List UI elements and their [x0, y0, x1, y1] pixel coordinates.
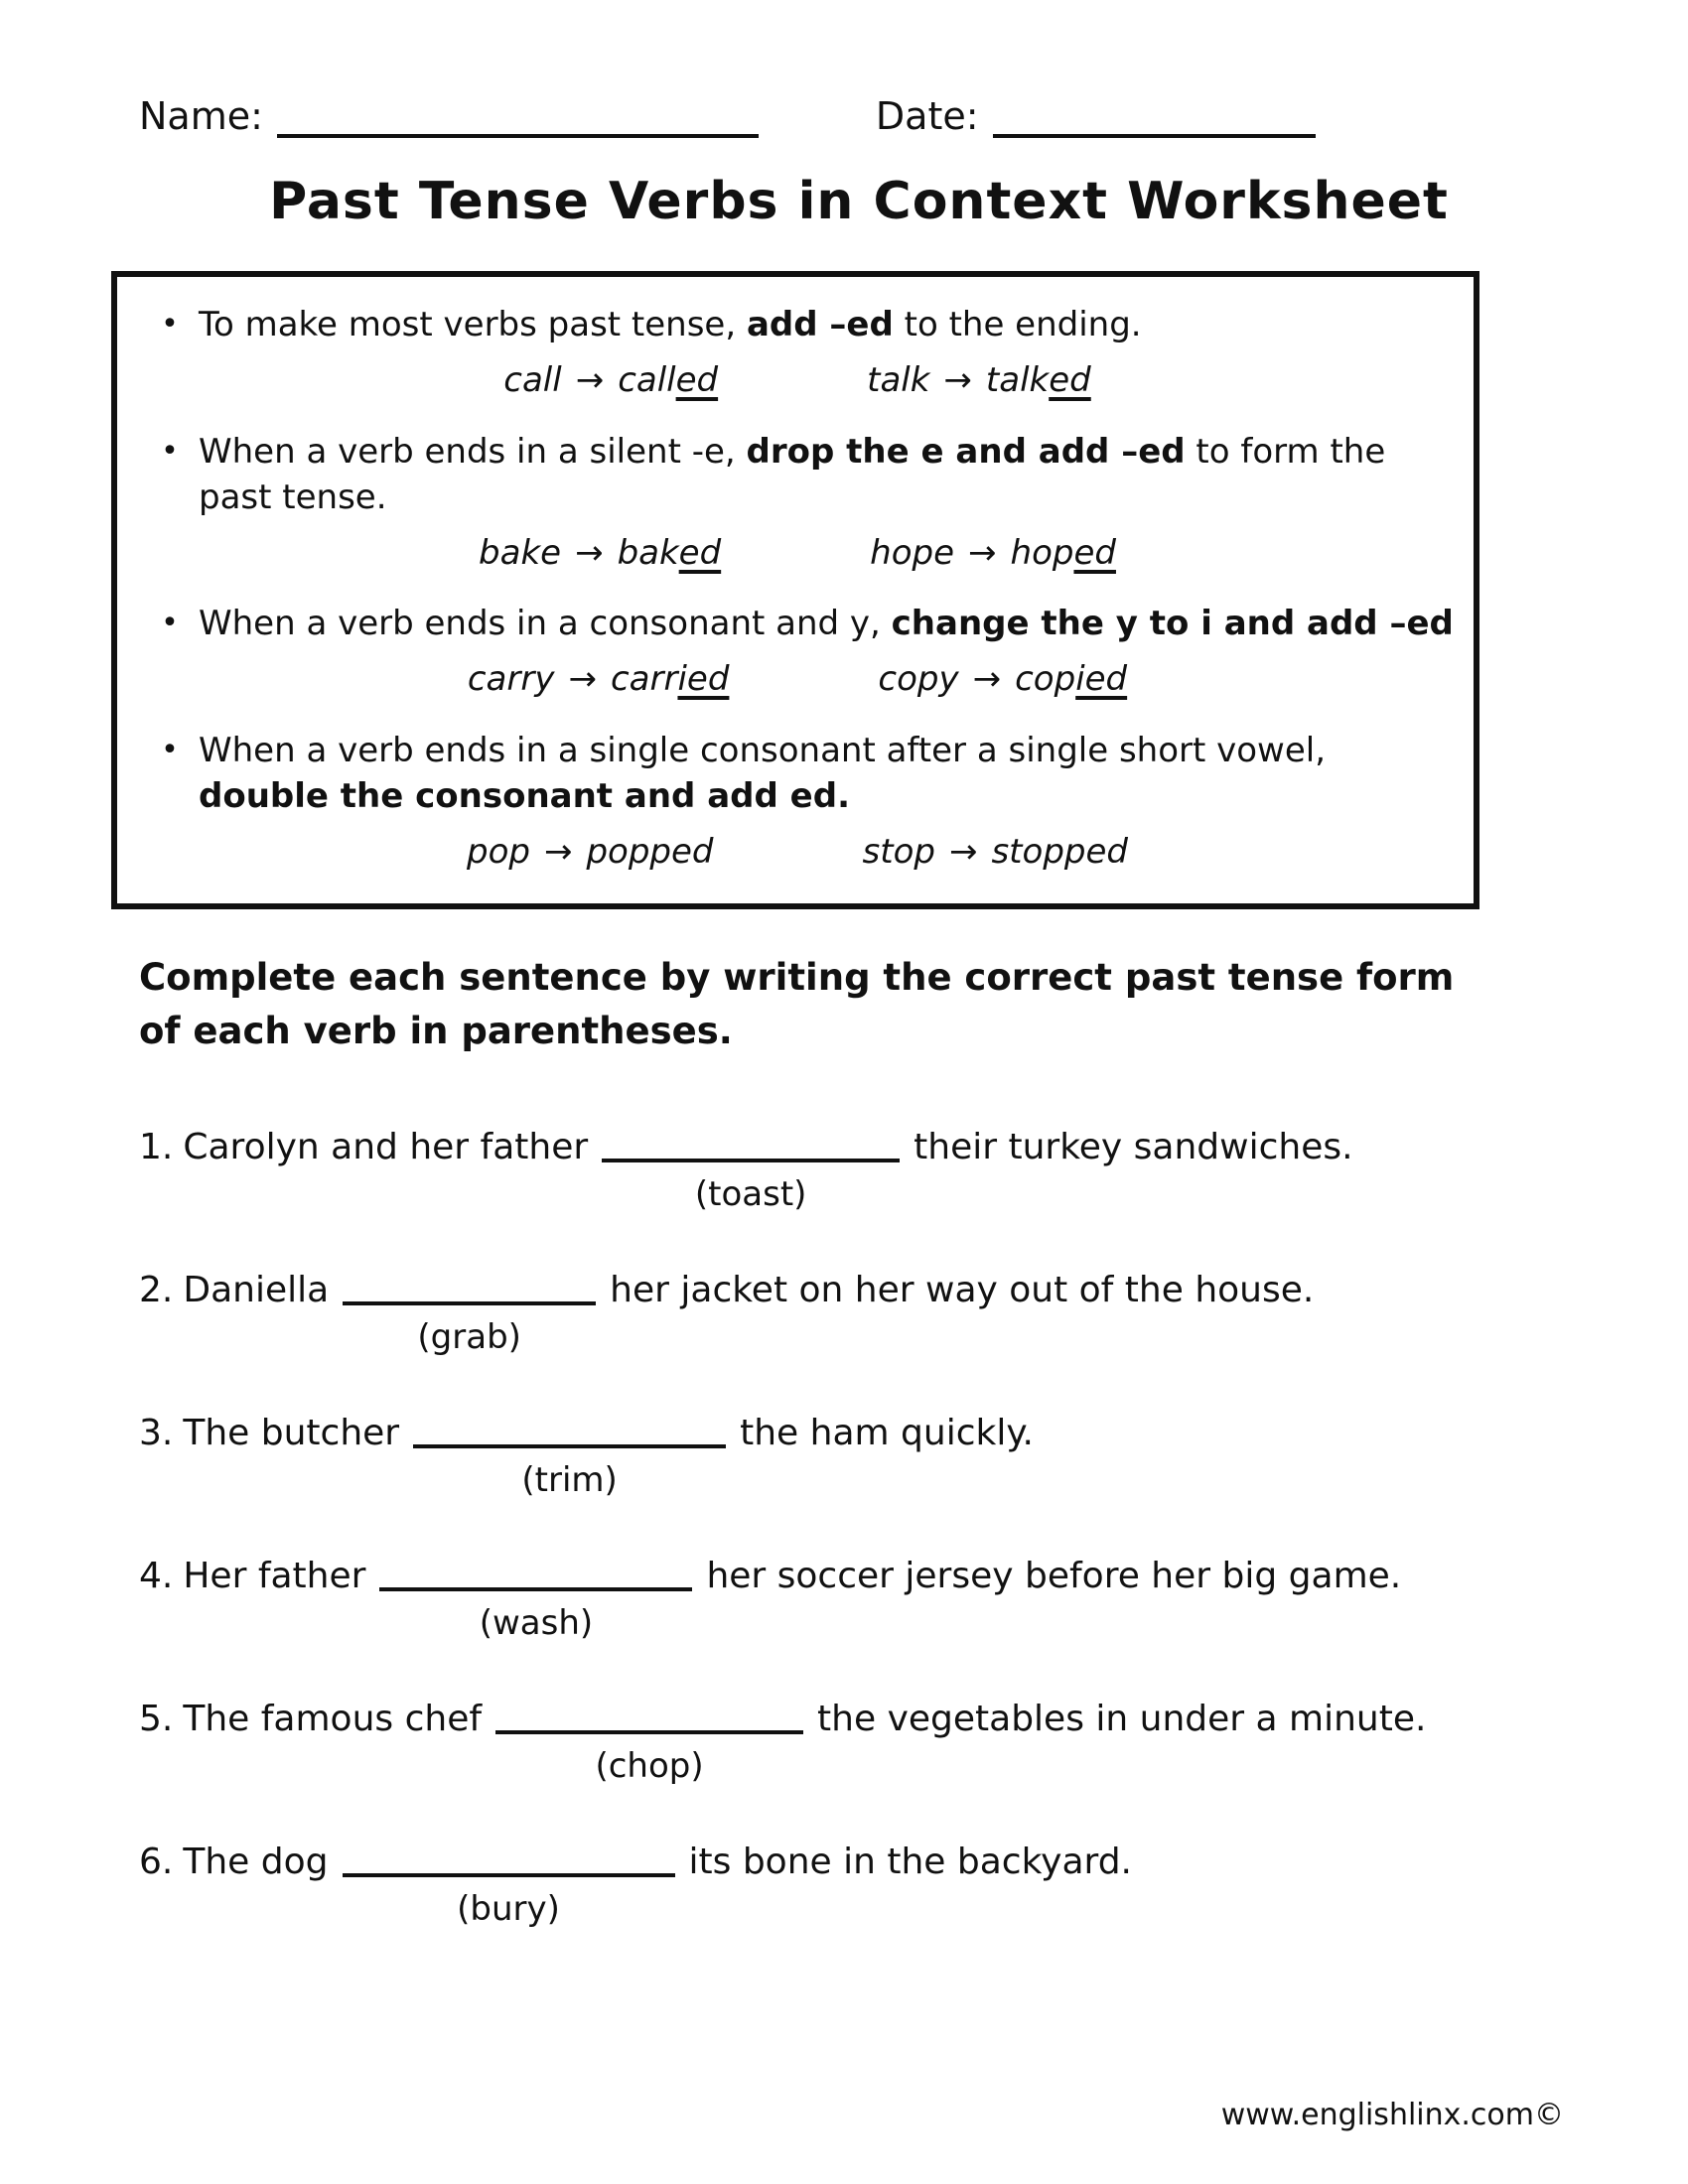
- example-to-stem: stopped: [991, 832, 1128, 873]
- example-from: call: [503, 359, 562, 400]
- question-number: 5.: [139, 1699, 174, 1740]
- example-from: talk: [867, 359, 930, 400]
- bullet-icon: •: [161, 433, 179, 469]
- question-text-after: the vegetables in under a minute.: [817, 1699, 1427, 1740]
- page-title: Past Tense Verbs in Context Worksheet: [269, 172, 1449, 231]
- arrow-icon: →: [543, 832, 573, 873]
- question-3: [139, 1413, 1579, 1501]
- example-to-stem: popped: [586, 832, 714, 873]
- example-from: stop: [862, 832, 935, 873]
- example-from: copy: [878, 659, 959, 700]
- example-carry: [468, 657, 730, 703]
- answer-blank-4[interactable]: [379, 1556, 692, 1644]
- name-field: [139, 94, 759, 138]
- question-text-after: her soccer jersey before her big game.: [706, 1556, 1402, 1597]
- question-text-after: the ham quickly.: [740, 1413, 1034, 1454]
- answer-blank-1[interactable]: [602, 1127, 900, 1215]
- rule-2-bold: drop the e and add –ed: [746, 431, 1186, 472]
- question-text-after: their turkey sandwiches.: [914, 1127, 1353, 1168]
- rule-1-text: [199, 303, 1454, 348]
- instructions-text: Complete each sentence by writing the correct past tense form of each verb in parentheses.: [139, 955, 1455, 1052]
- example-bake: [479, 531, 721, 577]
- rule-3-bold: change the y to i and add –ed: [891, 604, 1454, 644]
- answer-blank-2[interactable]: [343, 1270, 596, 1358]
- rule-4-bold: double the consonant and add ed.: [199, 776, 850, 817]
- rule-3-text: [199, 602, 1454, 647]
- rule-2: [141, 430, 1454, 521]
- arrow-icon: →: [968, 532, 997, 573]
- arrow-icon: →: [568, 659, 597, 700]
- verb-hint: (bury): [457, 1889, 560, 1930]
- bullet-icon: •: [161, 733, 179, 768]
- example-from: bake: [479, 532, 562, 573]
- example-to-suffix: ed: [678, 532, 722, 573]
- rule-1-bold: add –ed: [746, 305, 894, 344]
- bullet-icon: •: [161, 606, 179, 641]
- question-2: [139, 1270, 1579, 1358]
- rules-box: [111, 271, 1479, 909]
- example-to-suffix: ed: [1073, 532, 1116, 573]
- question-6: [139, 1842, 1579, 1930]
- arrow-icon: →: [948, 832, 978, 873]
- question-4: [139, 1556, 1579, 1644]
- rule-2-after: to form the past tense.: [199, 431, 1386, 517]
- question-text-before: Carolyn and her father: [183, 1127, 589, 1168]
- example-to-stem: cop: [1015, 659, 1076, 700]
- rule-3-examples: [141, 657, 1454, 703]
- question-text-before: Her father: [183, 1556, 366, 1597]
- verb-hint: (grab): [417, 1317, 521, 1358]
- verb-hint: (chop): [595, 1746, 704, 1787]
- example-from: hope: [870, 532, 955, 573]
- example-to-stem: bak: [617, 532, 679, 573]
- question-text-before: The dog: [183, 1842, 329, 1883]
- rule-2-text: [199, 430, 1454, 521]
- example-to-stem: carr: [610, 659, 678, 700]
- question-number: 3.: [139, 1413, 174, 1454]
- example-to-stem: hop: [1010, 532, 1074, 573]
- rule-3-plain: When a verb ends in a consonant and y,: [199, 604, 892, 644]
- question-5: [139, 1699, 1579, 1787]
- example-copy: [878, 657, 1127, 703]
- rule-1-examples: [141, 358, 1454, 404]
- question-number: 4.: [139, 1556, 174, 1597]
- verb-hint: (trim): [521, 1460, 618, 1501]
- website-credit: www.englishlinx.com©: [1220, 2098, 1564, 2132]
- verb-hint: (toast): [694, 1174, 807, 1215]
- answer-blank-5[interactable]: [495, 1699, 803, 1787]
- arrow-icon: →: [575, 532, 604, 573]
- question-text-before: The butcher: [183, 1413, 400, 1454]
- header: [139, 94, 1579, 138]
- rule-1-after: to the ending.: [893, 305, 1142, 344]
- example-to-suffix: ed: [1049, 359, 1091, 400]
- rule-4-examples: [141, 830, 1454, 876]
- verb-hint: (wash): [479, 1603, 594, 1644]
- question-text-before: Daniella: [183, 1270, 330, 1311]
- date-blank[interactable]: [993, 96, 1316, 138]
- rule-4-text: [199, 729, 1454, 820]
- bullet-icon: •: [161, 307, 179, 341]
- date-field: [876, 94, 1316, 138]
- questions-list: [139, 1127, 1579, 1930]
- example-from: pop: [467, 832, 530, 873]
- rule-4-plain: When a verb ends in a single consonant after a single short vowel,: [199, 731, 1327, 771]
- answer-blank-3[interactable]: [413, 1413, 726, 1501]
- example-pop: [467, 830, 714, 876]
- rule-2-examples: [141, 531, 1454, 577]
- question-text-after: her jacket on her way out of the house.: [610, 1270, 1315, 1311]
- rule-4: [141, 729, 1454, 820]
- question-text-before: The famous chef: [183, 1699, 483, 1740]
- example-stop: [863, 830, 1128, 876]
- rule-2-plain: When a verb ends in a silent -e,: [199, 431, 747, 472]
- question-text-after: its bone in the backyard.: [688, 1842, 1132, 1883]
- question-1: [139, 1127, 1579, 1215]
- example-from: carry: [467, 659, 555, 700]
- example-to-suffix: ied: [677, 659, 730, 700]
- name-blank[interactable]: [277, 96, 759, 138]
- example-call: [503, 358, 718, 404]
- answer-blank-6[interactable]: [343, 1842, 675, 1930]
- example-to-suffix: ied: [1075, 659, 1128, 700]
- example-to-suffix: ed: [675, 359, 719, 400]
- name-label: Name:: [139, 94, 263, 138]
- arrow-icon: →: [972, 659, 1002, 700]
- example-hope: [870, 531, 1116, 577]
- example-talk: [867, 358, 1091, 404]
- example-to-stem: talk: [985, 359, 1050, 400]
- arrow-icon: →: [943, 359, 972, 400]
- question-number: 1.: [139, 1127, 174, 1168]
- question-number: 2.: [139, 1270, 174, 1311]
- example-to-stem: call: [618, 359, 676, 400]
- arrow-icon: →: [575, 359, 605, 400]
- rule-3: [141, 602, 1454, 647]
- question-number: 6.: [139, 1842, 174, 1883]
- date-label: Date:: [875, 94, 979, 138]
- rule-1-plain: To make most verbs past tense,: [199, 305, 747, 344]
- rule-1: [141, 303, 1454, 348]
